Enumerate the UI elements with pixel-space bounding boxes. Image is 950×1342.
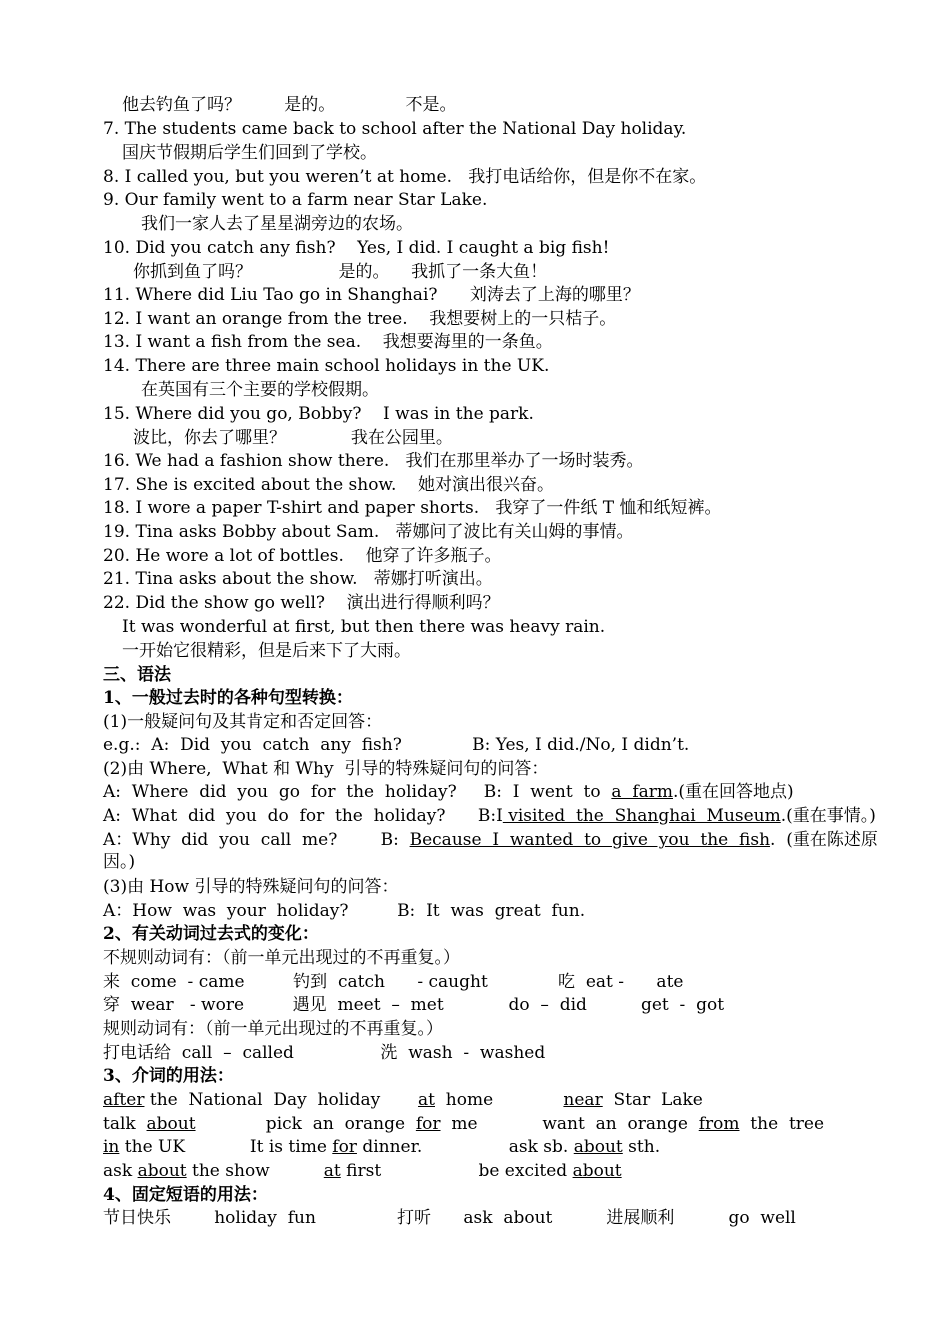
sentence-17: 17. She is excited about the show. 她对演出很兴奋。 — [103, 475, 554, 495]
line-translation: 在英国有三个主要的学校假期。 — [141, 380, 379, 400]
regular-verbs-label: 规则动词有：（前一单元出现过的不再重复。） — [103, 1019, 443, 1039]
example-line: e.g.: A: Did you catch any fish? B: Yes, I did./No, I didn’t. — [103, 735, 690, 755]
sentence-14: 14. There are three main school holidays in the UK. — [103, 356, 550, 376]
why-example: A：Why did you call me? B: Because I wanted to give you the fish. (重在陈述原 — [103, 830, 878, 850]
line-translation: 我们一家人去了星星湖旁边的农场。 — [141, 214, 413, 234]
line-translation: 他去钓鱼了吗？ 是的。 不是。 — [122, 95, 457, 115]
section-4-title: 4、固定短语的用法： — [103, 1185, 268, 1205]
grammar-heading: 三、语法 — [103, 665, 171, 685]
sentence-8: 8. I called you, but you weren’t at home. 我打电话给你，但是你不在家。 — [103, 167, 707, 187]
sentence-15: 15. Where did you go, Bobby? I was in the park. — [103, 404, 534, 424]
line-translation: 波比，你去了哪里？ 我在公园里。 — [133, 428, 453, 448]
preposition-row: talk about pick an orange for me want an orange from the tree — [103, 1114, 825, 1134]
sentence-16: 16. We had a fashion show there. 我们在那里举办了一场时装秀。 — [103, 451, 644, 471]
section-3-title: 3、介词的用法： — [103, 1066, 234, 1086]
sentence-22: 22. Did the show go well? 演出进行得顺利吗？ — [103, 593, 500, 613]
how-example: A：How was your holiday? B: It was great fun. — [103, 901, 586, 921]
verb-row: 穿 wear - wore 遇见 meet – met do – did get - got — [103, 995, 725, 1015]
line-translation: 你抓到鱼了吗？ 是的。 我抓了一条大鱼！ — [133, 262, 548, 282]
section-1-title: 1、一般过去时的各种句型转换： — [103, 688, 353, 708]
sentence-11: 11. Where did Liu Tao go in Shanghai? 刘涛去了上海的哪里？ — [103, 285, 640, 305]
line-translation: 一开始它很精彩，但是后来下了大雨。 — [122, 641, 411, 661]
section-1-point-1: (1)一般疑问句及其肯定和否定回答： — [103, 712, 383, 732]
section-1-point-2: (2)由 Where, What 和 Why 引导的特殊疑问句的问答： — [103, 759, 549, 779]
sentence-7: 7. The students came back to school after the National Day holiday. — [103, 119, 687, 139]
sentence-12: 12. I want an orange from the tree. 我想要树上的一只桔子。 — [103, 309, 617, 329]
line-answer: It was wonderful at first, but then there was heavy rain. — [122, 617, 606, 637]
sentence-20: 20. He wore a lot of bottles. 他穿了许多瓶子。 — [103, 546, 502, 566]
sentence-10: 10. Did you catch any fish? Yes, I did. I caught a big fish! — [103, 238, 610, 258]
sentence-13: 13. I want a fish from the sea. 我想要海里的一条鱼。 — [103, 332, 553, 352]
sentence-19: 19. Tina asks Bobby about Sam. 蒂娜问了波比有关山姆的事情。 — [103, 522, 634, 542]
preposition-row: after the National Day holiday at home near Star Lake — [103, 1090, 703, 1110]
why-example-cont: 因。) — [103, 852, 136, 872]
verb-row: 打电话给 call – called 洗 wash - washed — [103, 1043, 546, 1063]
where-example: A: Where did you go for the holiday? B: I went to a farm.(重在回答地点) — [103, 782, 794, 802]
irregular-verbs-label: 不规则动词有：（前一单元出现过的不再重复。） — [103, 948, 460, 968]
what-example: A: What did you do for the holiday? B:I visited the Shanghai Museum.(重在事情。) — [103, 806, 876, 826]
sentence-9: 9. Our family went to a farm near Star Lake. — [103, 190, 488, 210]
section-2-title: 2、有关动词过去式的变化： — [103, 924, 319, 944]
sentence-21: 21. Tina asks about the show. 蒂娜打听演出。 — [103, 569, 493, 589]
verb-row: 来 come - came 钓到 catch - caught 吃 eat - ate — [103, 972, 684, 992]
sentence-18: 18. I wore a paper T-shirt and paper shorts. 我穿了一件纸 T 恤和纸短裤。 — [103, 498, 722, 518]
line-translation: 国庆节假期后学生们回到了学校。 — [122, 143, 377, 163]
phrase-row: 节日快乐 holiday fun 打听 ask about 进展顺利 go well — [103, 1208, 796, 1228]
preposition-row: ask about the show at first be excited about — [103, 1161, 622, 1181]
section-1-point-3: (3)由 How 引导的特殊疑问句的问答： — [103, 877, 399, 897]
preposition-row: in the UK It is time for dinner. ask sb. about sth. — [103, 1137, 661, 1157]
